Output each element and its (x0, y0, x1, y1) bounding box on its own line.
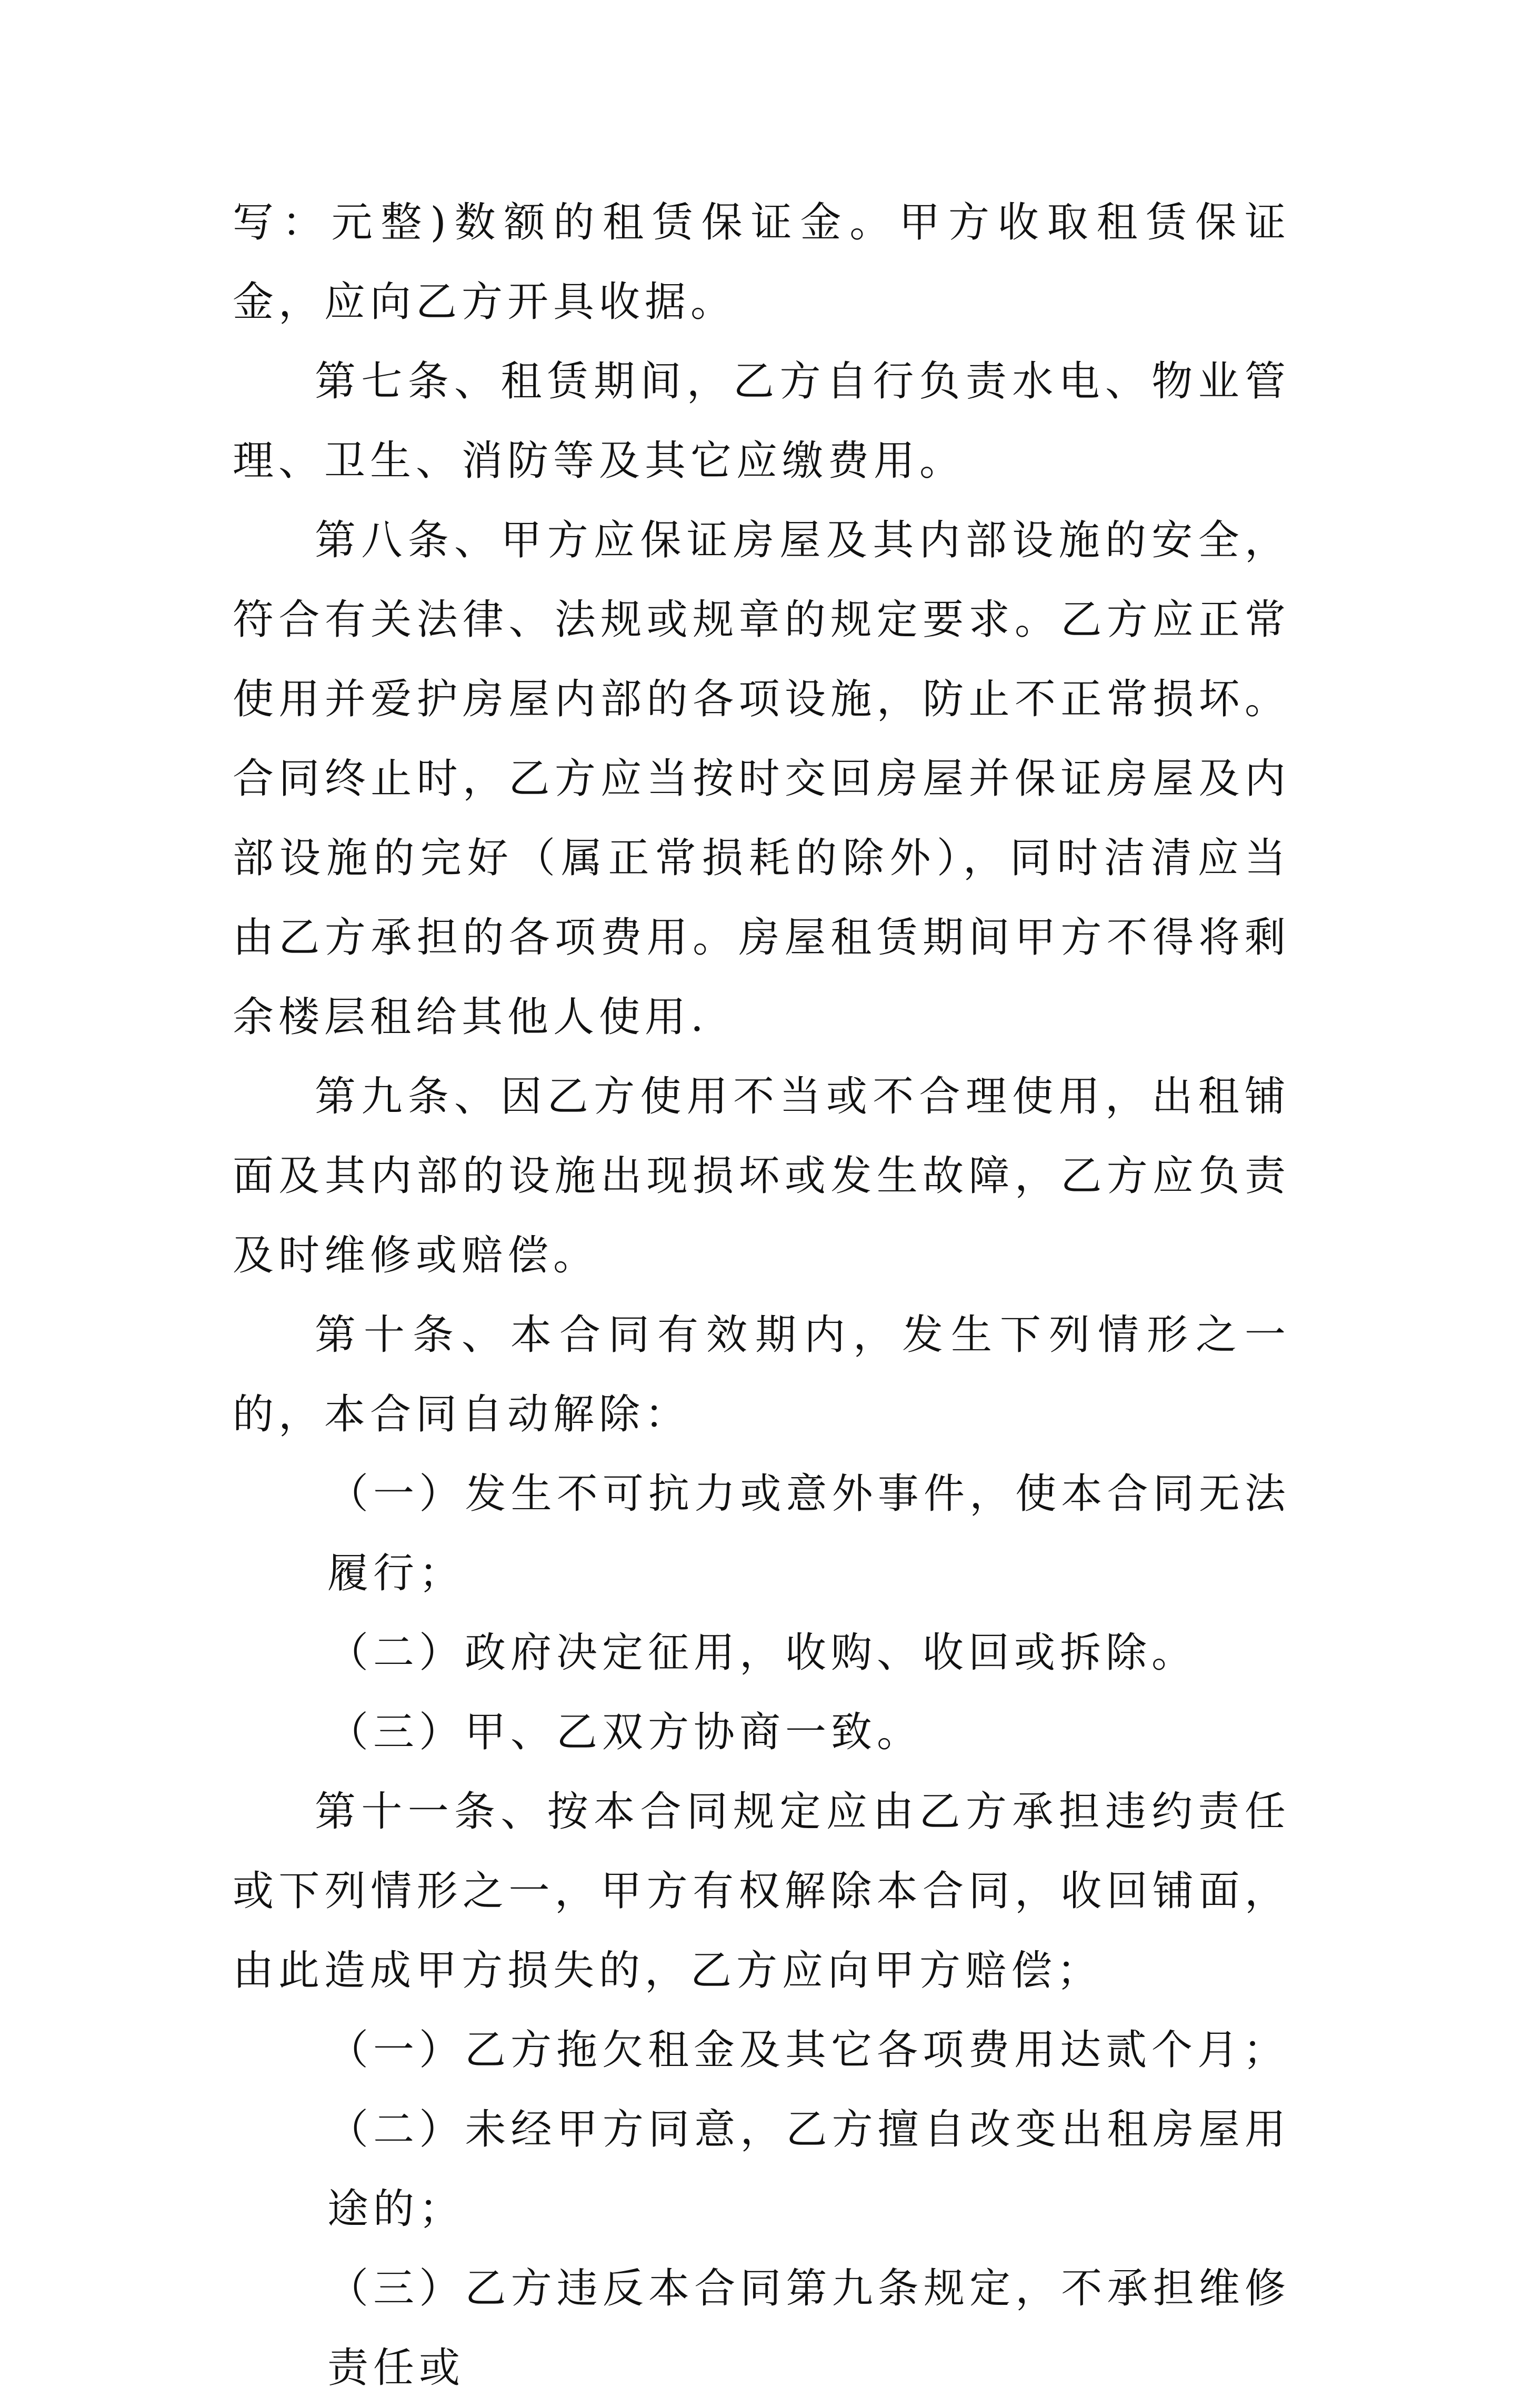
article-10-item-1: （一）发生不可抗力或意外事件，使本合同无法履行； (327, 1470, 1290, 1597)
paragraph-article-9: 第九条、因乙方使用不当或不合理使用，出租铺面及其内部的设施出现损坏或发生故障，乙方应负责及时维修或赔偿。 (233, 1073, 1290, 1279)
paragraph-article-8: 第八条、甲方应保证房屋及其内部设施的安全，符合有关法律、法规或规章的规定要求。乙方应正常使用并爱护房屋内部的各项设施，防止不正常损坏。合同终止时，乙方应当按时交回房屋并保证房屋及内部设施的完好（属正常损耗的除外），同时洁清应当由乙方承担的各项费用。房屋租赁期间甲方不得将剩余楼层租给其他人使用. (233, 517, 1290, 1041)
article-11-item-3: （三）乙方违反本合同第九条规定，不承担维修责任或 (327, 2265, 1290, 2392)
paragraph-article-7: 第七条、租赁期间，乙方自行负责水电、物业管理、卫生、消防等及其它应缴费用。 (233, 358, 1290, 485)
article-11-item-2: （二）未经甲方同意，乙方擅自改变出租房屋用途的； (327, 2106, 1290, 2233)
article-10-item-2: （二）政府决定征用，收购、收回或拆除。 (327, 1629, 1198, 1677)
article-11-item-1: （一）乙方拖欠租金及其它各项费用达贰个月； (327, 2026, 1289, 2074)
paragraph-deposit-receipt: 写：元整)数额的租赁保证金。甲方收取租赁保证金，应向乙方开具收据。 (233, 199, 1290, 326)
paragraph-article-11: 第十一条、按本合同规定应由乙方承担违约责任或下列情形之一，甲方有权解除本合同，收回铺面，由此造成甲方损失的，乙方应向甲方赔偿； (233, 1788, 1290, 1994)
paragraph-article-10: 第十条、本合同有效期内，发生下列情形之一的，本合同自动解除： (233, 1311, 1290, 1438)
article-10-item-3: （三）甲、乙双方协商一致。 (327, 1709, 923, 1756)
contract-text (233, 183, 1290, 2408)
